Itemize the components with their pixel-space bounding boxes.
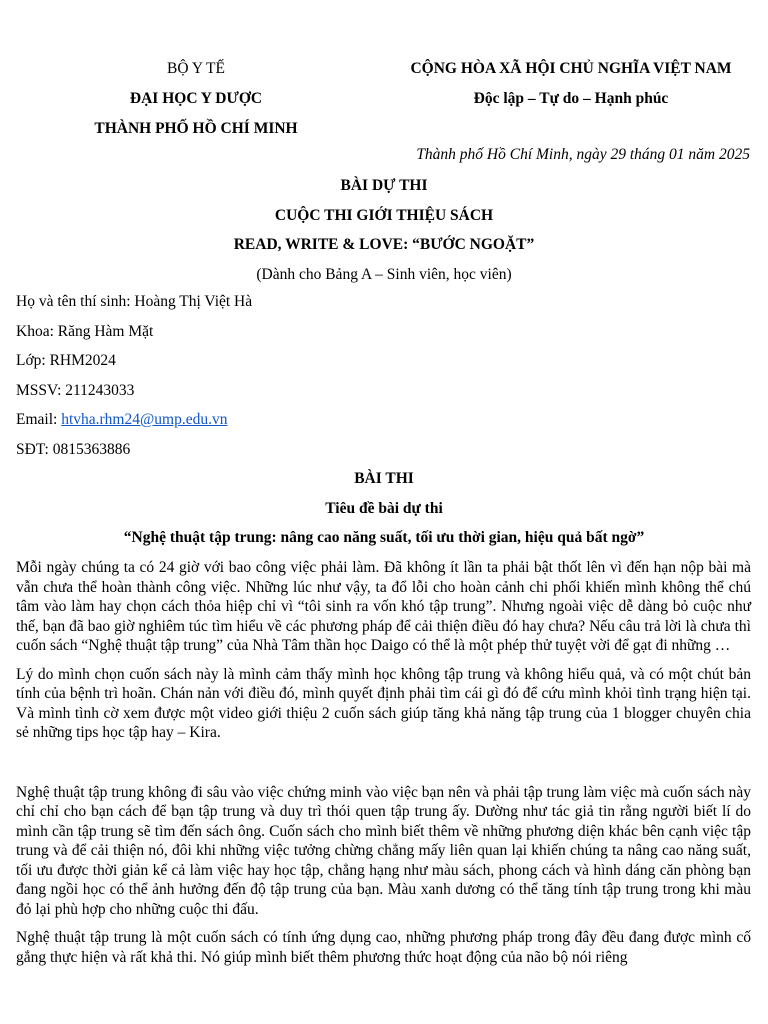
contest-category: (Dành cho Bảng A – Sinh viên, học viên) <box>256 265 512 283</box>
essay-paragraph: Nghệ thuật tập trung là một cuốn sách có tính ứng dụng cao, những phương pháp trong đây đều đang được mình cố gắng thực hiện và rất khả thi. Nó giúp mình biết thêm phương thức hoạt động của não bộ nói riêng <box>16 929 751 966</box>
ministry-name: BỘ Y TẾ <box>167 60 225 77</box>
contestant-student-id: MSSV: 211243033 <box>16 381 135 399</box>
title-block <box>0 176 768 294</box>
contest-theme: READ, WRITE & LOVE: “BƯỚC NGOẶT” <box>233 236 535 253</box>
contestant-name: Họ và tên thí sinh: Hoàng Thị Việt Hà <box>16 293 253 310</box>
country-name: CỘNG HÒA XÃ HỘI CHỦ NGHĨA VIỆT NAM <box>410 60 732 77</box>
national-header <box>385 58 757 118</box>
essay-paragraph: Lý do mình chọn cuốn sách này là mình cảm thấy mình học không tập trung và không hiểu quả, và có một chút bản tính của bệnh trì hoãn. Chán nản với điều đó, mình quyết định phải tìm cái gì đó để cứu mình khỏi tình trạng hiện tại. Và mình tình cờ xem được một video giới thiệu 2 cuốn sách giúp tăng khả năng tập trung của 1 blogger chuyên chia sẻ những tips học tập hay – Kira. <box>16 665 751 741</box>
contestant-class: Lớp: RHM2024 <box>16 352 116 369</box>
essay-paragraph: Mỗi ngày chúng ta có 24 giờ với bao công việc phải làm. Đã không ít lần ta phải bật thốt lên vì đến hạn nộp bài mà vẫn chưa thể hoàn thành công việc. Những lúc như vậy, ta đổ lỗi cho hoàn cảnh chi phối khiến mình không thể chú tâm vào làm hay chọn cách thỏa hiệp chỉ vì “tôi sinh ra vốn khó tập trung”. Nhưng ngoài việc dễ dàng bỏ cuộc như thế, bạn đã bao giờ nghiêm túc tìm hiểu về các phương pháp để cải thiện điều đó hay chưa? Nếu câu trả lời là chưa thì cuốn sách “Nghệ thuật tập trung” của Nhà Tâm thần học Daigo có thể là một phép thử tuyệt vời để gạt đi những … <box>16 559 751 654</box>
document-date: Thành phố Hồ Chí Minh, ngày 29 tháng 01 năm 2025 <box>416 146 750 163</box>
city-name: THÀNH PHỐ HỒ CHÍ MINH <box>94 120 298 137</box>
essay-heading: BÀI THI <box>354 470 414 487</box>
contestant-info <box>16 292 252 469</box>
essay-title: “Nghệ thuật tập trung: nâng cao năng suất, tối ưu thời gian, hiệu quả bất ngờ” <box>123 529 645 546</box>
contestant-phone: SĐT: 0815363886 <box>16 440 131 458</box>
essay-title-block <box>0 469 768 558</box>
university-name: ĐẠI HỌC Y DƯỢC <box>129 90 263 107</box>
essay-body <box>16 558 751 967</box>
essay-paragraph: Nghệ thuật tập trung không đi sâu vào việc chứng minh vào việc bạn nên và phải tập trung làm việc mà cuốn sách này chỉ chỉ cho bạn cách để bạn tập trung và duy trì thói quen tập trung ấy. Dường như tác giả tin rằng người biết lí do mình cần tập trung sẽ tìm đến sách ông. Cuốn sách cho mình biết thêm về những phương diện khác bên cạnh việc tập trung và để cải thiện nó, đôi khi những việc tưởng chừng chẳng mấy liên quan lại khiến chúng ta nâng cao năng suất, tối ưu được thời giản kể cả làm việc hay học tập, chẳng hạng như màu sách, phong cách và hình dáng căn phòng bạn đang ngồi học có thể ảnh hưởng đến độ tập trung của bạn. Màu xanh dương có thể tăng tính tập trung trong khi màu đỏ lại phù hợp cho những cuộc thi đấu. <box>16 783 751 918</box>
email-label: Email: <box>16 411 62 428</box>
issuer-header <box>66 58 326 148</box>
contest-name: CUỘC THI GIỚI THIỆU SÁCH <box>274 206 494 224</box>
essay-subheading: Tiêu đề bài dự thi <box>325 499 443 517</box>
contestant-email-line <box>16 410 252 440</box>
contestant-faculty: Khoa: Răng Hàm Mặt <box>16 322 154 340</box>
national-motto: Độc lập – Tự do – Hạnh phúc <box>473 90 669 107</box>
email-link[interactable]: htvha.rhm24@ump.edu.vn <box>61 411 228 428</box>
document-title: BÀI DỰ THI <box>340 177 428 194</box>
